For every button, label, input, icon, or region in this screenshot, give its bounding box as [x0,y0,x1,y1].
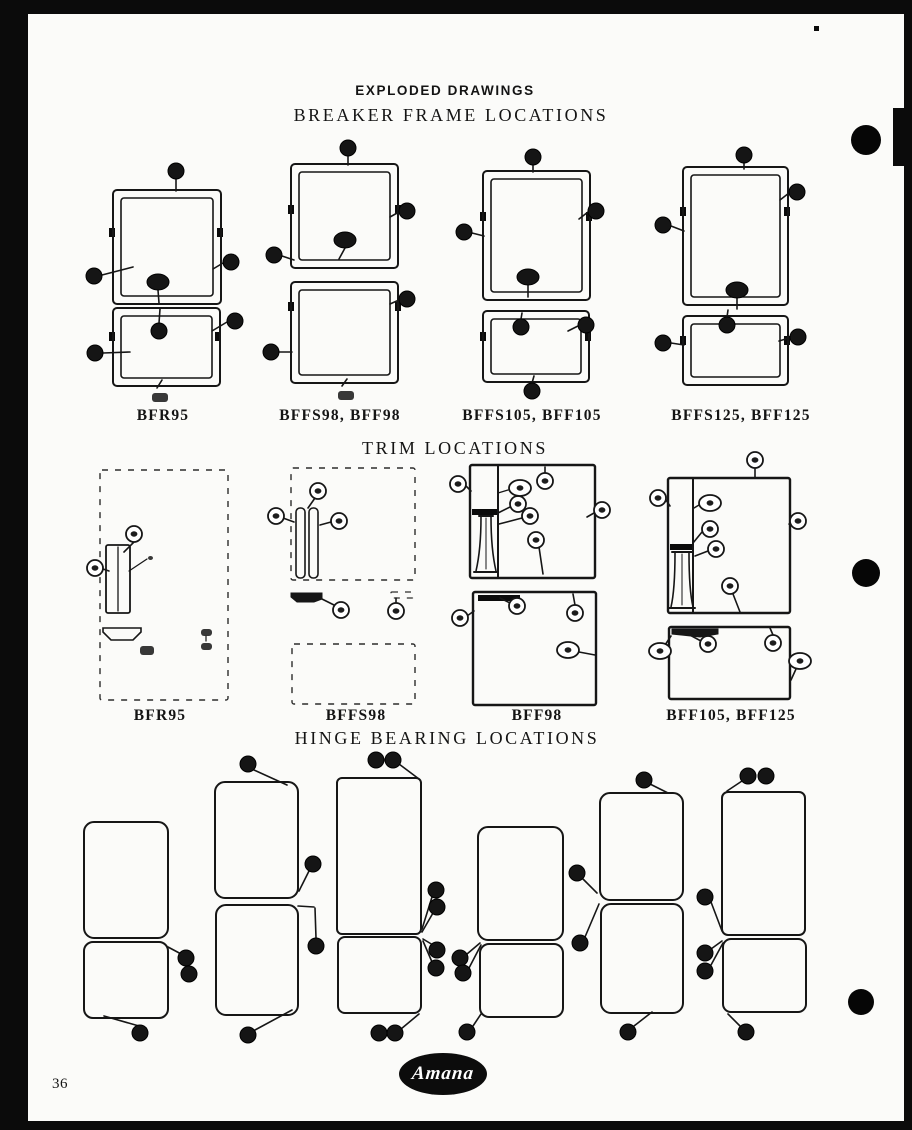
trim-label-bffs98: BFFS98 [325,707,387,724]
model-label-bfr95: BFR95 [136,407,190,424]
section-title-hinge-bearing: HINGE BEARING LOCATIONS [294,728,600,748]
model-label-bffs105-bff105: BFFS105, BFF105 [462,407,602,424]
model-label-bffs98-bff98: BFFS98, BFF98 [279,407,401,424]
section-title-trim: TRIM LOCATIONS [362,438,548,458]
section-title-breaker-frame: BREAKER FRAME LOCATIONS [293,105,609,125]
page-title: EXPLODED DRAWINGS [355,83,535,98]
amana-logo-text: Amana [410,1063,476,1084]
amana-logo [399,1053,487,1095]
model-label-bffs125-bff125: BFFS125, BFF125 [671,407,811,424]
trim-label-bfr95: BFR95 [133,707,187,724]
page-number: 36 [52,1076,68,1092]
trim-label-bff98: BFF98 [511,707,563,724]
trim-label-bff105-bff125: BFF105, BFF125 [666,707,796,724]
